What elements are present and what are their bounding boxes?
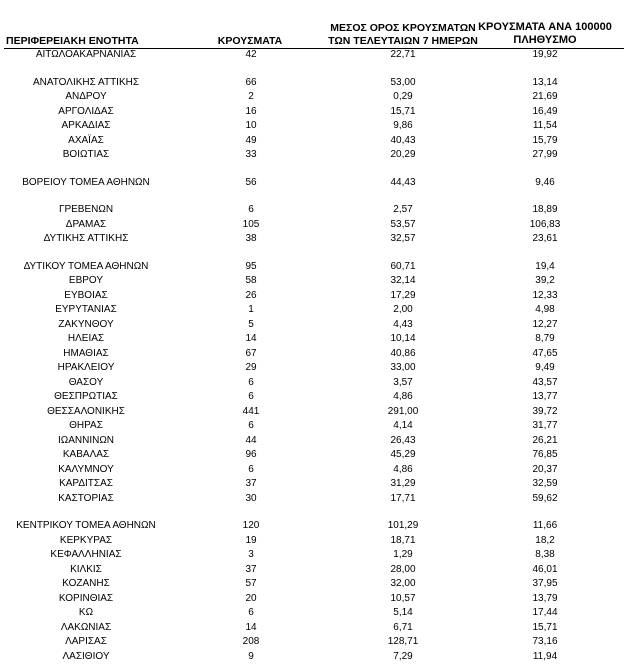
cell-cases-per-100000: 39,2 bbox=[535, 275, 555, 286]
header-avg-line-1: ΜΕΣΟΣ ΟΡΟΣ ΚΡΟΥΣΜΑΤΩΝ bbox=[330, 22, 476, 34]
table-body bbox=[0, 48, 630, 664]
cell-seven-day-average: 40,86 bbox=[390, 347, 416, 359]
cell-cases-per-100000: 73,16 bbox=[532, 636, 558, 647]
cell-cases: 20 bbox=[245, 592, 257, 604]
cell-region: ΒΟΡΕΙΟΥ ΤΟΜΕΑ ΑΘΗΝΩΝ bbox=[22, 176, 150, 188]
cell-cases: 9 bbox=[248, 650, 254, 662]
cell-cases-per-100000: 13,79 bbox=[532, 592, 558, 604]
cell-cases: 208 bbox=[242, 636, 260, 647]
header-per-line-1: ΚΡΟΥΣΜΑΤΑ ΑΝΑ 100000 bbox=[478, 21, 612, 33]
cell-cases: 49 bbox=[245, 134, 257, 146]
cell-cases: 33 bbox=[245, 149, 257, 160]
cell-cases: 57 bbox=[245, 578, 257, 589]
cell-cases: 105 bbox=[242, 218, 260, 230]
table-row bbox=[0, 90, 630, 105]
table-row bbox=[0, 176, 630, 191]
table-row bbox=[0, 477, 630, 492]
cell-seven-day-average: 7,29 bbox=[393, 650, 413, 662]
cell-region: ΕΒΡΟΥ bbox=[68, 275, 104, 286]
cell-region: ΚΩ bbox=[78, 607, 94, 618]
cell-region: ΓΡΕΒΕΝΩΝ bbox=[58, 204, 114, 215]
cell-seven-day-average: 31,29 bbox=[390, 478, 416, 489]
cell-seven-day-average: 101,29 bbox=[387, 520, 419, 531]
table-row bbox=[0, 347, 630, 362]
cell-seven-day-average: 1,29 bbox=[393, 549, 413, 560]
cell-cases: 56 bbox=[245, 176, 257, 188]
cell-cases: 14 bbox=[245, 621, 257, 633]
table-row bbox=[0, 463, 630, 478]
cell-cases-per-100000: 12,33 bbox=[532, 289, 558, 301]
cell-cases: 30 bbox=[245, 492, 257, 504]
header-avg-line-2: ΤΩΝ ΤΕΛΕΥΤΑΙΩΝ 7 ΗΜΕΡΩΝ bbox=[328, 35, 478, 47]
cell-seven-day-average: 10,14 bbox=[390, 333, 416, 344]
cell-cases: 95 bbox=[245, 260, 257, 272]
table-row bbox=[0, 232, 630, 247]
table-row bbox=[0, 318, 630, 333]
cell-cases-per-100000: 11,66 bbox=[532, 520, 558, 531]
cell-cases: 26 bbox=[245, 289, 257, 301]
cell-region: ΙΩΑΝΝΙΝΩΝ bbox=[57, 434, 115, 446]
cell-region: ΘΗΡΑΣ bbox=[69, 420, 103, 431]
header-region: ΠΕΡΙΦΕΡΕΙΑΚΗ ΕΝΟΤΗΤΑ bbox=[6, 35, 139, 47]
cell-region: ΔΥΤΙΚΟΥ ΤΟΜΕΑ ΑΘΗΝΩΝ bbox=[23, 260, 149, 272]
cell-seven-day-average: 4,14 bbox=[393, 420, 413, 431]
cell-region: ΗΛΕΙΑΣ bbox=[67, 333, 105, 344]
cell-seven-day-average: 40,43 bbox=[390, 134, 416, 146]
cell-cases: 120 bbox=[242, 520, 260, 531]
cell-cases-per-100000: 12,27 bbox=[532, 318, 558, 330]
cell-cases-per-100000: 31,77 bbox=[532, 420, 558, 431]
cell-seven-day-average: 26,43 bbox=[390, 434, 416, 446]
cell-cases: 44 bbox=[245, 434, 257, 446]
cell-region: ΚΑΡΔΙΤΣΑΣ bbox=[59, 478, 113, 489]
cell-cases-per-100000: 27,99 bbox=[532, 149, 558, 160]
table-row bbox=[0, 592, 630, 607]
cell-region: ΘΕΣΣΑΛΟΝΙΚΗΣ bbox=[47, 405, 125, 417]
table-row bbox=[0, 621, 630, 636]
cell-cases-per-100000: 13,14 bbox=[532, 76, 558, 88]
table-row bbox=[0, 105, 630, 120]
cell-region: ΕΥΡΥΤΑΝΙΑΣ bbox=[55, 304, 117, 315]
header-cases: ΚΡΟΥΣΜΑΤΑ bbox=[217, 35, 283, 47]
table-row bbox=[0, 203, 630, 218]
cell-seven-day-average: 17,71 bbox=[390, 492, 416, 504]
cell-cases: 14 bbox=[245, 333, 257, 344]
cell-region: ΚΑΒΑΛΑΣ bbox=[62, 449, 110, 460]
cell-region: ΚΕΡΚΥΡΑΣ bbox=[59, 534, 113, 546]
cell-cases: 96 bbox=[245, 449, 257, 460]
cell-cases-per-100000: 9,46 bbox=[535, 176, 555, 188]
table-row bbox=[0, 650, 630, 665]
cell-cases: 37 bbox=[245, 478, 257, 489]
table-row bbox=[0, 76, 630, 91]
cell-seven-day-average: 32,00 bbox=[390, 578, 416, 589]
table-row bbox=[0, 434, 630, 449]
cell-region: ΗΜΑΘΙΑΣ bbox=[63, 347, 109, 359]
cell-cases: 6 bbox=[248, 607, 254, 618]
cell-seven-day-average: 44,43 bbox=[390, 176, 416, 188]
cell-cases-per-100000: 43,57 bbox=[532, 376, 558, 388]
cell-region: ΑΝΑΤΟΛΙΚΗΣ ΑΤΤΙΚΗΣ bbox=[32, 76, 140, 88]
cell-cases-per-100000: 76,85 bbox=[532, 449, 558, 460]
cell-cases: 16 bbox=[245, 105, 257, 117]
cell-cases: 37 bbox=[245, 563, 257, 575]
cell-cases: 42 bbox=[245, 49, 257, 60]
cell-seven-day-average: 128,71 bbox=[387, 636, 419, 647]
cell-cases-per-100000: 18,89 bbox=[532, 204, 558, 215]
table-row bbox=[0, 405, 630, 420]
cell-cases: 10 bbox=[245, 120, 257, 131]
cell-region: ΑΡΓΟΛΙΔΑΣ bbox=[58, 105, 114, 117]
cell-region: ΑΝΔΡΟΥ bbox=[65, 91, 107, 102]
cell-cases-per-100000: 39,72 bbox=[532, 405, 558, 417]
cell-cases: 67 bbox=[245, 347, 257, 359]
table-row bbox=[0, 534, 630, 549]
cell-cases: 6 bbox=[248, 204, 254, 215]
header-seven-day-average bbox=[328, 22, 478, 48]
table-row bbox=[0, 419, 630, 434]
cell-cases-per-100000: 11,94 bbox=[532, 650, 558, 662]
cell-cases-per-100000: 47,65 bbox=[532, 347, 558, 359]
cell-cases-per-100000: 13,77 bbox=[532, 391, 558, 402]
cell-cases: 3 bbox=[248, 549, 254, 560]
table-row bbox=[0, 606, 630, 621]
cell-cases: 58 bbox=[245, 275, 257, 286]
cell-cases: 5 bbox=[248, 318, 254, 330]
cell-cases-per-100000: 46,01 bbox=[532, 563, 558, 575]
cell-seven-day-average: 6,71 bbox=[393, 621, 413, 633]
table-row bbox=[0, 390, 630, 405]
cell-seven-day-average: 60,71 bbox=[390, 260, 416, 272]
cell-cases: 6 bbox=[248, 391, 254, 402]
table-row bbox=[0, 519, 630, 534]
cell-seven-day-average: 18,71 bbox=[390, 534, 416, 546]
cell-seven-day-average: 4,86 bbox=[393, 391, 413, 402]
cell-seven-day-average: 33,00 bbox=[390, 362, 416, 373]
cell-region: ΑΡΚΑΔΙΑΣ bbox=[61, 120, 111, 131]
cell-cases-per-100000: 59,62 bbox=[532, 492, 558, 504]
table-row bbox=[0, 361, 630, 376]
cell-seven-day-average: 3,57 bbox=[393, 376, 413, 388]
cell-seven-day-average: 15,71 bbox=[390, 105, 416, 117]
cell-cases-per-100000: 8,38 bbox=[535, 549, 555, 560]
cell-seven-day-average: 10,57 bbox=[390, 592, 416, 604]
cell-seven-day-average: 53,00 bbox=[390, 76, 416, 88]
table-row bbox=[0, 218, 630, 233]
cell-cases-per-100000: 8,79 bbox=[535, 333, 555, 344]
cell-cases-per-100000: 19,4 bbox=[535, 260, 555, 272]
cell-cases-per-100000: 20,37 bbox=[532, 463, 558, 475]
cell-cases-per-100000: 17,44 bbox=[532, 607, 558, 618]
cell-cases: 1 bbox=[248, 304, 254, 315]
cell-seven-day-average: 9,86 bbox=[393, 120, 413, 131]
cell-cases-per-100000: 26,21 bbox=[532, 434, 558, 446]
cell-region: ΚΑΣΤΟΡΙΑΣ bbox=[58, 492, 114, 504]
cell-seven-day-average: 4,86 bbox=[393, 463, 413, 475]
cell-cases-per-100000: 15,71 bbox=[532, 621, 558, 633]
cell-cases-per-100000: 106,83 bbox=[529, 218, 561, 230]
cell-seven-day-average: 20,29 bbox=[390, 149, 416, 160]
cell-region: ΑΧΑΪΑΣ bbox=[68, 134, 104, 146]
cell-seven-day-average: 5,14 bbox=[393, 607, 413, 618]
cell-region: ΛΑΡΙΣΑΣ bbox=[65, 636, 107, 647]
cell-region: ΘΕΣΠΡΩΤΙΑΣ bbox=[54, 391, 118, 402]
table-row bbox=[0, 492, 630, 507]
cell-cases-per-100000: 23,61 bbox=[532, 233, 558, 244]
cell-seven-day-average: 32,14 bbox=[390, 275, 416, 286]
table-row bbox=[0, 448, 630, 463]
cell-cases-per-100000: 19,92 bbox=[532, 49, 558, 60]
cell-cases: 6 bbox=[248, 376, 254, 388]
table-row bbox=[0, 119, 630, 134]
table-row bbox=[0, 548, 630, 563]
table-row bbox=[0, 563, 630, 578]
table-row bbox=[0, 48, 630, 63]
cell-region: ΘΑΣΟΥ bbox=[68, 376, 104, 388]
cell-cases: 441 bbox=[242, 405, 260, 417]
cell-cases: 19 bbox=[245, 534, 257, 546]
cell-seven-day-average: 0,29 bbox=[393, 91, 413, 102]
cell-seven-day-average: 2,00 bbox=[393, 304, 413, 315]
table-row bbox=[0, 134, 630, 149]
cell-cases-per-100000: 16,49 bbox=[532, 105, 558, 117]
cell-region: ΑΙΤΩΛΟΑΚΑΡΝΑΝΙΑΣ bbox=[35, 49, 137, 60]
cell-seven-day-average: 32,57 bbox=[390, 233, 416, 244]
table-row bbox=[0, 332, 630, 347]
table-row bbox=[0, 303, 630, 318]
cell-seven-day-average: 4,43 bbox=[393, 318, 413, 330]
cell-region: ΚΟΡΙΝΘΙΑΣ bbox=[58, 592, 114, 604]
cell-region: ΛΑΚΩΝΙΑΣ bbox=[60, 621, 112, 633]
cell-region: ΔΥΤΙΚΗΣ ΑΤΤΙΚΗΣ bbox=[43, 233, 129, 244]
table-row bbox=[0, 635, 630, 650]
header-per-line-2: ΠΛΗΘΥΣΜΟ bbox=[513, 34, 577, 46]
table-row bbox=[0, 260, 630, 275]
cell-region: ΔΡΑΜΑΣ bbox=[65, 218, 107, 230]
cell-cases-per-100000: 21,69 bbox=[532, 91, 558, 102]
header-cases-per-100000 bbox=[470, 21, 620, 47]
cell-region: ΚΙΛΚΙΣ bbox=[70, 563, 102, 575]
cell-region: ΒΟΙΩΤΙΑΣ bbox=[62, 149, 110, 160]
cell-region: ΗΡΑΚΛΕΙΟΥ bbox=[57, 362, 115, 373]
cell-seven-day-average: 45,29 bbox=[390, 449, 416, 460]
cell-cases: 29 bbox=[245, 362, 257, 373]
cell-cases-per-100000: 9,49 bbox=[535, 362, 555, 373]
cell-cases-per-100000: 11,54 bbox=[532, 120, 558, 131]
cell-cases: 66 bbox=[245, 76, 257, 88]
cell-region: ΖΑΚΥΝΘΟΥ bbox=[58, 318, 114, 330]
cell-region: ΚΟΖΑΝΗΣ bbox=[62, 578, 110, 589]
cell-cases: 38 bbox=[245, 233, 257, 244]
table-row bbox=[0, 148, 630, 163]
table-row bbox=[0, 274, 630, 289]
cell-region: ΚΕΝΤΡΙΚΟΥ ΤΟΜΕΑ ΑΘΗΝΩΝ bbox=[16, 520, 156, 531]
cell-seven-day-average: 53,57 bbox=[390, 218, 416, 230]
cell-cases: 2 bbox=[248, 91, 254, 102]
cell-seven-day-average: 28,00 bbox=[390, 563, 416, 575]
table-row bbox=[0, 376, 630, 391]
cell-region: ΚΕΦΑΛΛΗΝΙΑΣ bbox=[50, 549, 122, 560]
cell-cases-per-100000: 4,98 bbox=[535, 304, 555, 315]
cell-cases-per-100000: 32,59 bbox=[532, 478, 558, 489]
cell-cases-per-100000: 37,95 bbox=[532, 578, 558, 589]
cell-region: ΕΥΒΟΙΑΣ bbox=[64, 289, 108, 301]
table-row bbox=[0, 577, 630, 592]
cell-seven-day-average: 22,71 bbox=[390, 49, 416, 60]
cell-seven-day-average: 291,00 bbox=[387, 405, 419, 417]
table-row bbox=[0, 289, 630, 304]
cell-cases: 6 bbox=[248, 420, 254, 431]
cell-region: ΛΑΣΙΘΙΟΥ bbox=[62, 650, 110, 662]
cell-seven-day-average: 17,29 bbox=[390, 289, 416, 301]
cell-cases: 6 bbox=[248, 463, 254, 475]
cell-seven-day-average: 2,57 bbox=[393, 204, 413, 215]
cell-cases-per-100000: 15,79 bbox=[532, 134, 558, 146]
cell-cases-per-100000: 18,2 bbox=[535, 534, 555, 546]
cell-region: ΚΑΛΥΜΝΟΥ bbox=[58, 463, 114, 475]
